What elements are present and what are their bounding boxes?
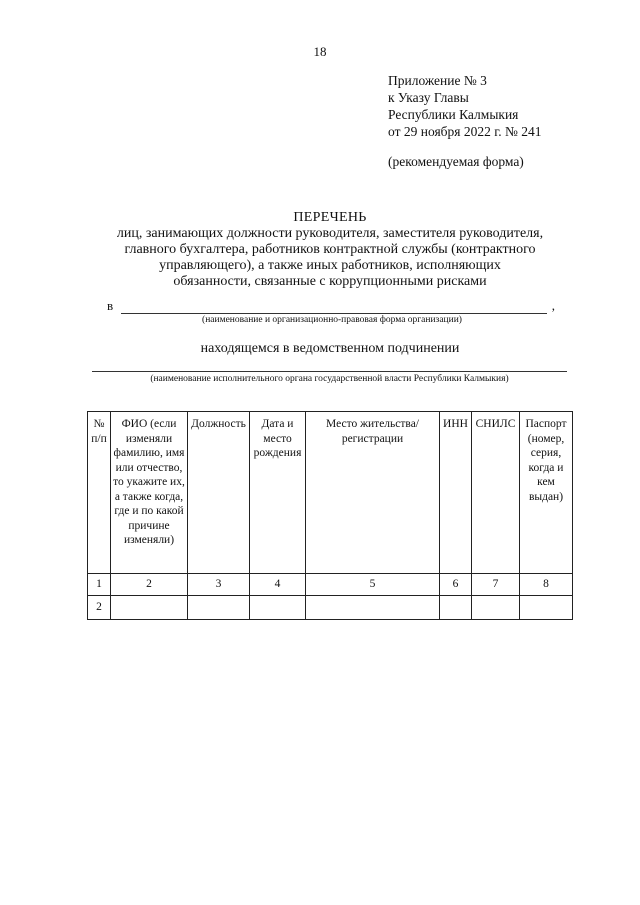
document-title-block [60,210,600,290]
appendix-line-4: от 29 ноября 2022 г. № 241 [388,124,542,139]
title-line-2: главного бухгалтера, работников контрактной службы (контрактного [124,242,536,257]
appendix-line-3: Республики Калмыкия [388,107,519,122]
organization-prefix: в [107,298,114,313]
title-line-3: управляющего), а также иных работников, исполняющих [159,258,501,273]
full-name-cell[interactable] [111,595,188,619]
document-title: ПЕРЕЧЕНЬ [293,210,367,225]
appendix-line-1: Приложение № 3 [388,73,487,88]
page-number: 18 [313,44,327,59]
agency-blank-line[interactable] [92,371,567,372]
organization-field[interactable] [107,298,557,314]
subordination-text: находящемся в ведомственном подчинении [200,341,460,356]
table-row [88,595,573,619]
agency-caption: (наименование исполнительного органа государственной власти Республики Калмыкия) [150,374,509,384]
column-number: 5 [306,574,440,596]
column-number: 3 [188,574,250,596]
header-passport: Паспорт (номер, серия, когда и кем выдан) [520,412,573,574]
recommended-form-note: (рекомендуемая форма) [388,154,524,169]
row-number-cell: 2 [88,595,111,619]
header-number: № п/п [88,412,111,574]
organization-blank-line[interactable] [121,313,547,314]
title-line-4: обязанности, связанные с коррупционными рисками [173,274,487,289]
column-number: 6 [440,574,472,596]
header-full-name: ФИО (если изменяли фамилию, имя или отчество, то укажите их, а также когда, где и по какой причине изменяли) [111,412,188,574]
column-number: 2 [111,574,188,596]
inn-cell[interactable] [440,595,472,619]
organization-suffix: , [551,298,555,313]
appendix-block [388,72,542,170]
column-number: 8 [520,574,573,596]
title-line-1: лиц, занимающих должности руководителя, заместителя руководителя, [116,226,544,241]
header-residence: Место жительства/регистрации [306,412,440,574]
appendix-line-2: к Указу Главы [388,90,469,105]
column-number: 4 [250,574,306,596]
header-snils: СНИЛС [472,412,520,574]
position-cell[interactable] [188,595,250,619]
snils-cell[interactable] [472,595,520,619]
personnel-table [87,411,573,620]
header-position: Должность [188,412,250,574]
column-number: 1 [88,574,111,596]
passport-cell[interactable] [520,595,573,619]
header-birth-date-place: Дата и место рождения [250,412,306,574]
table-header-row [88,412,573,574]
residence-cell[interactable] [306,595,440,619]
column-number-row [88,574,573,596]
birth-date-place-cell[interactable] [250,595,306,619]
header-inn: ИНН [440,412,472,574]
column-number: 7 [472,574,520,596]
organization-caption: (наименование и организационно-правовая форма организации) [202,315,462,325]
